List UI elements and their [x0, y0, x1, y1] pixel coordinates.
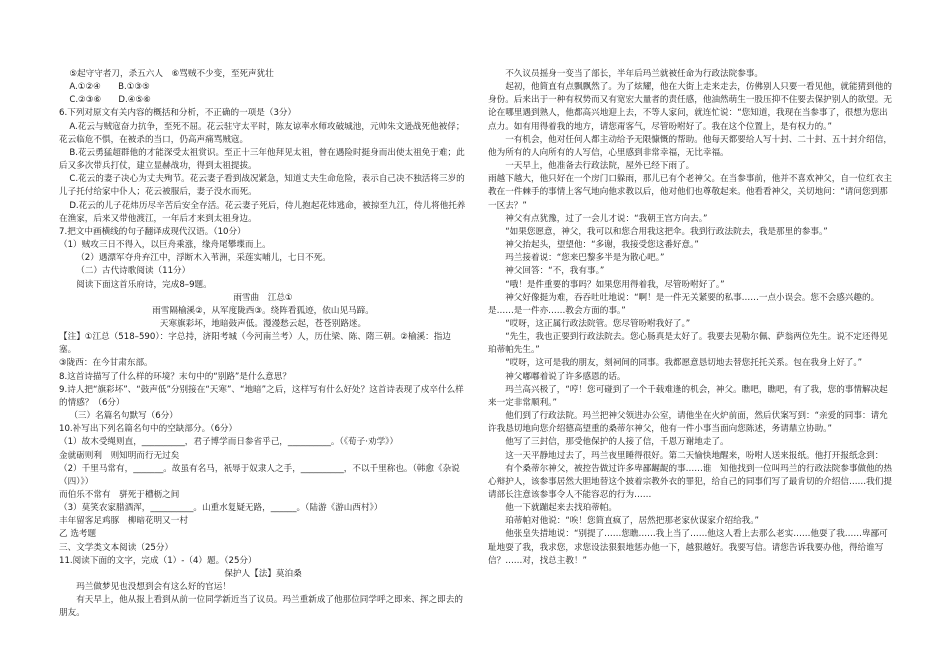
paragraph: 天寒旗彩坏，地暗鼓声低。漫漫愁云起，苍苍别路迷。 [159, 318, 367, 329]
paragraph: 三、文学类文本阅读（25分） [59, 542, 174, 553]
paragraph: 玛兰做梦见也没想到会有这么好的官运！ [76, 582, 231, 593]
paragraph: “哦！是件重要的事吗？如果您用得着我，尽管吩咐好了。” [505, 279, 725, 290]
paragraph: ③陇西：在今甘肃东部。 [59, 358, 153, 369]
paragraph: 玛兰高兴极了，“哼！您可碰到了一个千载难逢的机会，神父。瞧吧，瞧吧，有了我，您的事情解决起来一定非常顺利。” [488, 384, 888, 408]
paragraph: A.花云与贼寇奋力抗争，至死不屈。花云驻守太平时，陈友谅率水师攻破城池，元帅朱文逊战死他被俘；花云临危不惧，在被杀的当口，仍高声痛骂贼寇。 [59, 121, 465, 145]
paragraph: 他一下就蹦起来去找珀蒂帕。 [505, 503, 617, 514]
paragraph: 神父有点犹豫，过了一会儿才说：“我朝王宫方向去。” [505, 213, 708, 224]
paragraph: 神父好像挺为难，吞吞吐吐地说：“啊！是一件无关紧要的私事……一点小误会。您不会感兴趣的。是……是一件亦……教会方面的事。” [488, 292, 880, 316]
paragraph: “如果您愿意，神父，我可以和您合用我这把伞。我到行政法院去，我是那里的参事。” [505, 226, 828, 237]
paragraph: 玛兰接着说：“您来巴黎多半是为散心吧。” [505, 253, 665, 264]
paragraph: 起初，他简直有点飘飘然了。为了炫耀，他在大街上走来走去，仿佛别人只要一看见他，就能猜到他的身份。后来出于一种有权势而又有宽宏大量者的责任感，他油然萌生一股压抑不住要去保护别人的欲望。无论在哪里遇到熟人，他都高兴地迎上去，不等人家问，就连忙说：“您知道，我现在当参事了，很想为您出点力。如有用得着我的地方，请您甭客气，尽管吩咐好了。我在这个位置上，是有权力的。” [488, 82, 892, 132]
paragraph: 有天早上，他从报上看到从前一位同学新近当了议员。玛兰重新成了他那位同学呼之即来、挥之即去的朋友。 [59, 595, 463, 619]
paragraph: （1）贼攻三日不得入，以巨舟乘涨，缘舟尾攀堞而上。 [59, 240, 271, 251]
paragraph: 珀蒂帕对他说：“唉！您简直疯了，居然把那老家伙谋家介绍给我。” [505, 516, 760, 527]
paragraph: （2）千里马常有，_______。故虽有名马，祇辱于奴隶人之手，__________，不以千里称也。（韩愈《杂说（四）》） [59, 463, 460, 487]
left-column [59, 68, 467, 621]
paragraph: 【注】①江总（518–590）：字总持，济阳考城（今河南兰考）人，历仕梁、陈、隋三朝。②榆溪：指边塞。 [59, 332, 451, 356]
paragraph: 金就砺则利 则知明而行无过矣 [59, 450, 180, 461]
paragraph: 他们到了行政法院。玛兰把神父领进办公室，请他坐在火炉前面，然后伏案写到：“亲爱的同事：请允许我恳切地向您介绍德高望重的桑蒂尔神父，他有一件小事当面向您陈述，务请鼎立协助。” [488, 411, 888, 435]
paragraph: 6.下列对原文有关内容的概括和分析，不正确的一项是（3分） [59, 108, 297, 119]
paragraph: 一天早上，他准备去行政法院，屋外已经下雨了。 [505, 161, 695, 172]
paragraph: 不久议员摇身一变当了部长，半年后玛兰就被任命为行政法院参事。 [505, 69, 764, 79]
paragraph: “先生，我也正要到行政法院去。您心肠真是太好了。我要去见勒尔佩、萨翁两位先生。说不定还得见珀蒂帕先生。” [488, 332, 888, 356]
paragraph: D.花云的儿子花炜历尽辛苦后安全存活。花云妻子死后，侍儿抱起花炜逃命，被掠至九江，侍儿将他托养在渔家，后来又带他渡江，一年后才来到太祖身边。 [59, 200, 466, 224]
paragraph: B.花云勇猛超群他的才能深受太祖赏识。至正十三年他拜见太祖，曾在遇险时挺身而出使太祖免于难；此后又多次带兵打仗，建立显赫战功，得到太祖提拔。 [59, 147, 465, 172]
paragraph: 这一天平静地过去了，玛兰夜里睡得很好。第二天愉快地醒来，吩咐人送来报纸。他打开报纸念到： [505, 450, 884, 461]
paragraph: ⑤起守守者刀，杀五六人 ⑥骂贼不少变，至死声犹壮 [69, 69, 274, 79]
paragraph: 9.诗人把“旗彩坏”、“鼓声低”分别接在“天寒”、“地暗”之后，这样写有什么好处？这首诗表现了戍卒什么样的情感？（6分） [59, 384, 464, 408]
paragraph: 乙 选考题 [59, 529, 97, 540]
paragraph: 阅读下面这首乐府诗，完成8–9题。 [76, 279, 212, 290]
paragraph: “哎呀，这正属行政法院管。您尽管吩咐我好了。” [505, 318, 691, 329]
paragraph: （1）故木受绳则直，__________，君子博学而日参省乎己，__________。（《荀子·劝学》） [59, 437, 399, 448]
paragraph: 神父抬起头，望望他：“多谢，我接受您这番好意。” [505, 240, 699, 251]
paragraph: 保护人【法】莫泊桑 [224, 568, 302, 579]
paragraph: 11.阅读下面的文字，完成（1）-（4）题。（25分） [59, 555, 257, 566]
paragraph: 有个桑蒂尔神父，被控告做过许多卑鄙龌龊的事……谁 知他找到一位叫玛兰的行政法院参事做他的热心辩护人，该参事居然大胆地替这个披着宗教外衣的罪犯，给自己的同事们写了最肯切的介绍信……我们提请部长注意该参事令人不能容忍的行为…… [488, 463, 892, 500]
paragraph: 8.这首诗描写了什么样的环境？末句中的“别路”是什么意思？ [59, 371, 291, 382]
paragraph: 一有机会，他对任何人都主动给予无限慷慨的帮助。他每天都要给人写十封、二十封、五十封介绍信，他为所有的人向所有的人写信，心里感到非常幸福，无比幸福。 [488, 134, 892, 158]
paragraph: 神父嘟嘟着说了许多感恩的话。 [505, 371, 626, 382]
paragraph: 而伯乐不常有 骈死于槽枥之间 [59, 490, 180, 500]
paragraph: 神父回答：“不，我有事。” [505, 266, 605, 277]
paragraph: “哎呀，这可是我的朋友，刻祠间的同事。我都愿意恳切地去替您托托关系。包在我身上好了。” [505, 358, 863, 369]
paragraph: 10.补写出下列名篇名句中的空缺部分。（6分） [59, 424, 238, 435]
paragraph: 丰年留客足鸡豚 柳暗花明又一村 [59, 516, 188, 527]
paragraph: 7.把文中画横线的句子翻译成现代汉语。（10分） [59, 226, 246, 237]
paragraph: （二）古代诗歌阅读（11分） [76, 266, 191, 277]
paragraph: C.花云的妻子决心为丈夫殉节。花云妻子看到战况紧急，知道丈夫生命危险，表示自己决不独活将三岁的儿子托付给家中仆人；花云被服后，妻子没水而死。 [59, 174, 465, 198]
right-column [488, 68, 893, 568]
paragraph: 他写了三封信，那受他保护的人接了信，千恩万谢地走了。 [505, 437, 729, 448]
paragraph: （三）名篇名句默写（6分） [69, 411, 178, 422]
paragraph: （2）遇漂军夺舟弃江中，浮断木入苇洲，采莲实哺儿，七日不死。 [76, 253, 331, 264]
paragraph: A.①②④ B.①③⑤ [69, 82, 150, 93]
paragraph: 雨雪曲 江总① [233, 292, 293, 303]
paragraph: C.②③⑥ D.④⑤⑥ [69, 95, 151, 106]
paragraph: 雨雪隔榆溪②，从军度陇西③。绕阵看狐迹，依山见马蹄。 [152, 305, 374, 316]
paragraph: 雨越下越大，他只好在一个房门口躲雨，那儿已有个老神父。在当参事前，他并不喜欢神父，自一位红衣主教在一件棘手的事情上客气地向他求教以后，他对他们也尊敬起来。他看看神父，关切地问：“请问您到那一区去？” [488, 174, 892, 211]
paragraph: 他张皇失措地说：“别提了……您瞧……我上当了……他这人看上去那么老实……他耍了我……卑鄙可耻地耍了我，我求您，求您设法狠狠地惩办他一下，越狠越好。我要写信。请您告诉我要办他，得给谁写信？……对，找总主教！” [488, 529, 888, 566]
paragraph: （3）莫笑农家腊酒浑，__________。山重水复疑无路，______。（陆游《游山西村》） [59, 503, 383, 514]
